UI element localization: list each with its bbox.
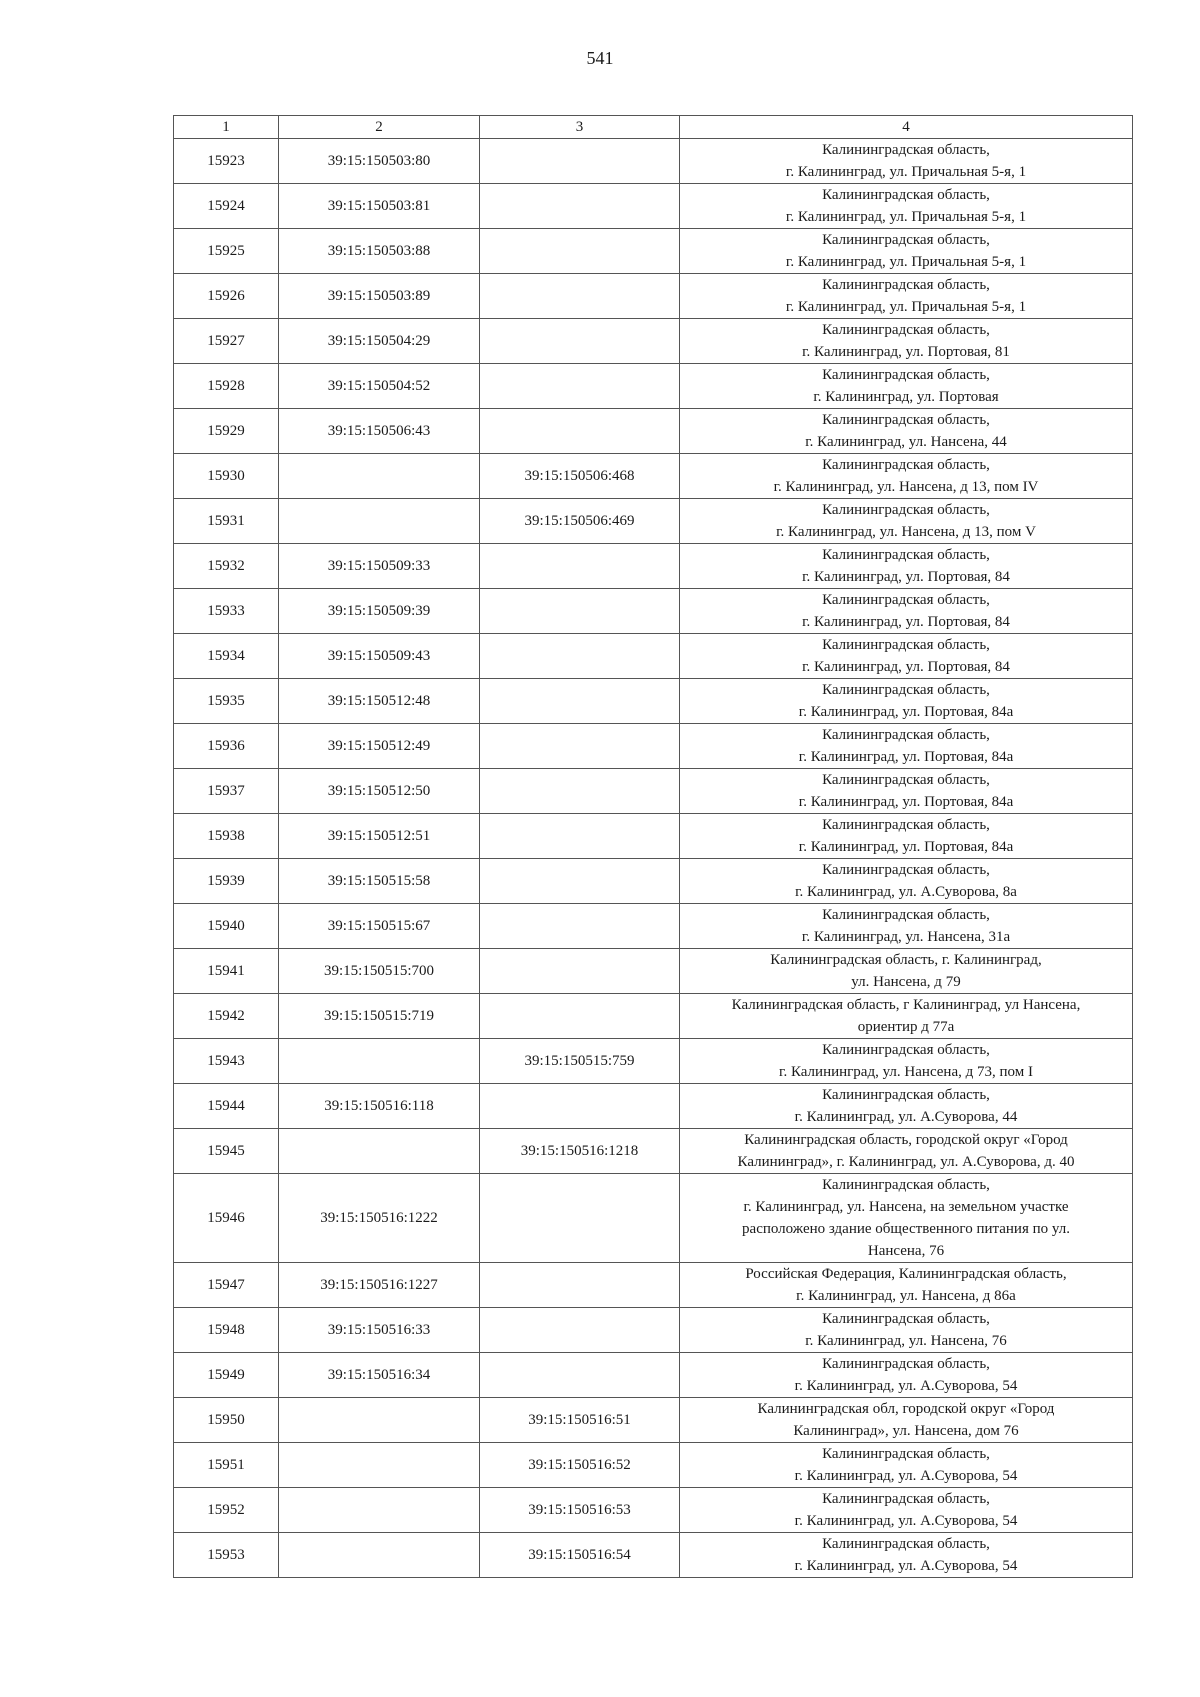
building-number-cell: 39:15:150515:759 <box>480 1039 680 1084</box>
building-number-cell <box>480 949 680 994</box>
table-row <box>174 1533 1133 1578</box>
cadastral-number-cell: 39:15:150503:88 <box>279 229 480 274</box>
row-number-cell: 15924 <box>174 184 279 229</box>
address-line: Калининградская область, <box>822 412 990 428</box>
table-row <box>174 949 1133 994</box>
address-line: Калининград», г. Калининград, ул. А.Суворова, д. 40 <box>737 1154 1075 1170</box>
building-number-cell: 39:15:150516:54 <box>480 1533 680 1578</box>
address-cell <box>680 499 1133 544</box>
row-number-cell: 15923 <box>174 139 279 184</box>
building-number-cell <box>480 814 680 859</box>
address-cell <box>680 724 1133 769</box>
cadastral-number-cell: 39:15:150503:81 <box>279 184 480 229</box>
address-line: г. Калининград, ул. Портовая, 84а <box>798 839 1014 855</box>
building-number-cell <box>480 1174 680 1263</box>
row-number-cell: 15942 <box>174 994 279 1039</box>
address-cell <box>680 1129 1133 1174</box>
address-line: Калининградская область, г. Калининград, <box>770 952 1042 968</box>
building-number-cell <box>480 679 680 724</box>
row-number-cell: 15933 <box>174 589 279 634</box>
address-line: г. Калининград, ул. Причальная 5-я, 1 <box>785 254 1027 270</box>
building-number-cell <box>480 994 680 1039</box>
address-line: г. Калининград, ул. А.Суворова, 8а <box>795 884 1017 900</box>
address-line: Калининградская область, <box>822 727 990 743</box>
row-number-cell: 15935 <box>174 679 279 724</box>
building-number-cell <box>480 184 680 229</box>
row-number-cell: 15929 <box>174 409 279 454</box>
address-line: Калининград», ул. Нансена, дом 76 <box>793 1423 1019 1439</box>
address-line: Калининградская область, <box>822 547 990 563</box>
cadastral-number-cell: 39:15:150504:29 <box>279 319 480 364</box>
address-cell <box>680 1443 1133 1488</box>
address-line: г. Калининград, ул. А.Суворова, 54 <box>794 1558 1018 1574</box>
address-line: Калининградская область, <box>822 457 990 473</box>
cadastral-number-cell: 39:15:150506:43 <box>279 409 480 454</box>
address-cell <box>680 1174 1133 1263</box>
row-number-cell: 15937 <box>174 769 279 814</box>
address-line: Калининградская область, <box>822 1311 990 1327</box>
table-row <box>174 1398 1133 1443</box>
table-row <box>174 1263 1133 1308</box>
address-cell <box>680 859 1133 904</box>
address-line: г. Калининград, ул. А.Суворова, 44 <box>794 1109 1018 1125</box>
cadastral-number-cell: 39:15:150516:118 <box>279 1084 480 1129</box>
row-number-cell: 15949 <box>174 1353 279 1398</box>
address-cell <box>680 1263 1133 1308</box>
address-line: Калининградская область, <box>822 1446 990 1462</box>
row-number-cell: 15931 <box>174 499 279 544</box>
address-cell <box>680 1308 1133 1353</box>
address-line: Калининградская область, г Калининград, ул Нансена, <box>731 997 1081 1013</box>
address-line: г. Калининград, ул. Портовая <box>813 389 999 405</box>
cadastral-number-cell: 39:15:150515:719 <box>279 994 480 1039</box>
address-cell <box>680 184 1133 229</box>
building-number-cell <box>480 229 680 274</box>
address-line: г. Калининград, ул. Нансена, 76 <box>805 1333 1007 1349</box>
address-cell <box>680 544 1133 589</box>
address-line: Нансена, 76 <box>867 1243 945 1259</box>
page-number: 541 <box>586 48 614 68</box>
building-number-cell <box>480 1263 680 1308</box>
address-line: Калининградская область, <box>822 502 990 518</box>
building-number-cell <box>480 1353 680 1398</box>
cadastral-number-cell: 39:15:150516:1227 <box>279 1263 480 1308</box>
address-cell <box>680 409 1133 454</box>
address-line: Калининградская область, <box>822 1087 990 1103</box>
address-line: г. Калининград, ул. Нансена, д 13, пом IV <box>773 479 1039 495</box>
address-line: Калининградская область, <box>822 277 990 293</box>
address-line: г. Калининград, ул. Нансена, д 13, пом V <box>776 524 1036 540</box>
address-line: Калининградская область, <box>822 907 990 923</box>
address-line: г. Калининград, ул. Нансена, д 73, пом I <box>779 1064 1033 1080</box>
address-cell <box>680 319 1133 364</box>
table-row <box>174 769 1133 814</box>
table-row <box>174 1084 1133 1129</box>
address-line: Калининградская область, <box>822 862 990 878</box>
column-header-3: 3 <box>480 116 680 139</box>
row-number-cell: 15938 <box>174 814 279 859</box>
address-cell <box>680 139 1133 184</box>
cadastral-number-cell <box>279 454 480 499</box>
cadastral-number-cell: 39:15:150515:67 <box>279 904 480 949</box>
address-line: Калининградская область, <box>822 1356 990 1372</box>
building-number-cell <box>480 409 680 454</box>
table-body <box>174 139 1133 1578</box>
table-row <box>174 1308 1133 1353</box>
address-cell <box>680 454 1133 499</box>
address-cell <box>680 634 1133 679</box>
address-line: г. Калининград, ул. Нансена, на земельном участке <box>743 1199 1069 1215</box>
address-cell <box>680 589 1133 634</box>
table-row <box>174 229 1133 274</box>
table-row <box>174 994 1133 1039</box>
table-row <box>174 274 1133 319</box>
cadastral-number-cell: 39:15:150516:34 <box>279 1353 480 1398</box>
table-row <box>174 1039 1133 1084</box>
table-row <box>174 724 1133 769</box>
address-line: Калининградская область, городской округ «Город <box>744 1132 1068 1148</box>
column-header-1: 1 <box>174 116 279 139</box>
address-line: Калининградская область, <box>822 1177 990 1193</box>
address-line: г. Калининград, ул. Причальная 5-я, 1 <box>785 299 1027 315</box>
row-number-cell: 15940 <box>174 904 279 949</box>
cadastral-number-cell: 39:15:150509:39 <box>279 589 480 634</box>
building-number-cell <box>480 859 680 904</box>
address-line: г. Калининград, ул. Нансена, 31а <box>801 929 1011 945</box>
address-cell <box>680 274 1133 319</box>
address-line: ориентир д 77а <box>857 1019 955 1035</box>
row-number-cell: 15928 <box>174 364 279 409</box>
column-header-4: 4 <box>680 116 1133 139</box>
address-line: Калининградская обл, городской округ «Город <box>757 1401 1055 1417</box>
cadastral-number-cell <box>279 1129 480 1174</box>
building-number-cell <box>480 589 680 634</box>
address-cell <box>680 994 1133 1039</box>
address-cell <box>680 949 1133 994</box>
table-row <box>174 319 1133 364</box>
address-line: расположено здание общественного питания по ул. <box>742 1221 1070 1237</box>
row-number-cell: 15925 <box>174 229 279 274</box>
registry-table <box>173 115 1133 1578</box>
address-line: Калининградская область, <box>822 817 990 833</box>
address-line: Калининградская область, <box>822 772 990 788</box>
table-row <box>174 1488 1133 1533</box>
cadastral-number-cell <box>279 1488 480 1533</box>
table-row <box>174 409 1133 454</box>
building-number-cell: 39:15:150516:53 <box>480 1488 680 1533</box>
cadastral-number-cell <box>279 499 480 544</box>
building-number-cell <box>480 1308 680 1353</box>
building-number-cell: 39:15:150516:52 <box>480 1443 680 1488</box>
table-row <box>174 1129 1133 1174</box>
table-row <box>174 454 1133 499</box>
building-number-cell: 39:15:150516:1218 <box>480 1129 680 1174</box>
cadastral-number-cell <box>279 1398 480 1443</box>
cadastral-number-cell: 39:15:150512:50 <box>279 769 480 814</box>
address-cell <box>680 1084 1133 1129</box>
address-cell <box>680 1533 1133 1578</box>
table-header-row <box>174 116 1133 139</box>
cadastral-number-cell: 39:15:150504:52 <box>279 364 480 409</box>
building-number-cell <box>480 139 680 184</box>
row-number-cell: 15950 <box>174 1398 279 1443</box>
building-number-cell <box>480 274 680 319</box>
building-number-cell <box>480 319 680 364</box>
row-number-cell: 15936 <box>174 724 279 769</box>
row-number-cell: 15944 <box>174 1084 279 1129</box>
table-row <box>174 544 1133 589</box>
cadastral-number-cell <box>279 1533 480 1578</box>
address-line: г. Калининград, ул. Нансена, д 86а <box>796 1288 1016 1304</box>
building-number-cell <box>480 544 680 589</box>
cadastral-number-cell <box>279 1443 480 1488</box>
address-line: Калининградская область, <box>822 142 990 158</box>
building-number-cell <box>480 634 680 679</box>
building-number-cell <box>480 769 680 814</box>
table-row <box>174 859 1133 904</box>
address-line: Калининградская область, <box>822 592 990 608</box>
address-cell <box>680 229 1133 274</box>
building-number-cell <box>480 904 680 949</box>
address-line: г. Калининград, ул. Причальная 5-я, 1 <box>785 209 1027 225</box>
address-line: г. Калининград, ул. А.Суворова, 54 <box>794 1513 1018 1529</box>
address-line: г. Калининград, ул. Портовая, 84а <box>798 749 1014 765</box>
building-number-cell: 39:15:150506:469 <box>480 499 680 544</box>
address-line: Калининградская область, <box>822 187 990 203</box>
building-number-cell <box>480 1084 680 1129</box>
cadastral-number-cell: 39:15:150503:80 <box>279 139 480 184</box>
cadastral-number-cell: 39:15:150512:51 <box>279 814 480 859</box>
table-row <box>174 1443 1133 1488</box>
address-cell <box>680 1398 1133 1443</box>
address-cell <box>680 1039 1133 1084</box>
address-cell <box>680 769 1133 814</box>
column-header-2: 2 <box>279 116 480 139</box>
cadastral-number-cell: 39:15:150515:58 <box>279 859 480 904</box>
row-number-cell: 15930 <box>174 454 279 499</box>
table-row <box>174 814 1133 859</box>
address-cell <box>680 904 1133 949</box>
address-cell <box>680 1353 1133 1398</box>
cadastral-number-cell: 39:15:150512:49 <box>279 724 480 769</box>
table-row <box>174 634 1133 679</box>
address-line: Калининградская область, <box>822 367 990 383</box>
row-number-cell: 15951 <box>174 1443 279 1488</box>
address-line: Российская Федерация, Калининградская область, <box>745 1266 1067 1282</box>
cadastral-number-cell: 39:15:150516:1222 <box>279 1174 480 1263</box>
address-cell <box>680 814 1133 859</box>
address-line: г. Калининград, ул. Портовая, 84а <box>798 704 1014 720</box>
building-number-cell <box>480 364 680 409</box>
row-number-cell: 15932 <box>174 544 279 589</box>
building-number-cell <box>480 724 680 769</box>
table-row <box>174 184 1133 229</box>
address-line: г. Калининград, ул. А.Суворова, 54 <box>794 1378 1018 1394</box>
row-number-cell: 15946 <box>174 1174 279 1263</box>
address-line: г. Калининград, ул. Нансена, 44 <box>805 434 1007 450</box>
address-line: Калининградская область, <box>822 322 990 338</box>
row-number-cell: 15934 <box>174 634 279 679</box>
address-line: Калининградская область, <box>822 637 990 653</box>
row-number-cell: 15948 <box>174 1308 279 1353</box>
address-line: Калининградская область, <box>822 682 990 698</box>
address-cell <box>680 364 1133 409</box>
building-number-cell: 39:15:150516:51 <box>480 1398 680 1443</box>
table-row <box>174 499 1133 544</box>
cadastral-number-cell: 39:15:150516:33 <box>279 1308 480 1353</box>
row-number-cell: 15939 <box>174 859 279 904</box>
cadastral-number-cell: 39:15:150509:33 <box>279 544 480 589</box>
row-number-cell: 15947 <box>174 1263 279 1308</box>
address-cell <box>680 679 1133 724</box>
address-line: Калининградская область, <box>822 1042 990 1058</box>
row-number-cell: 15953 <box>174 1533 279 1578</box>
address-line: г. Калининград, ул. А.Суворова, 54 <box>794 1468 1018 1484</box>
table-row <box>174 679 1133 724</box>
cadastral-number-cell: 39:15:150515:700 <box>279 949 480 994</box>
address-cell <box>680 1488 1133 1533</box>
cadastral-number-cell: 39:15:150512:48 <box>279 679 480 724</box>
address-line: ул. Нансена, д 79 <box>851 974 961 990</box>
table-row <box>174 139 1133 184</box>
address-line: г. Калининград, ул. Портовая, 81 <box>802 344 1010 360</box>
address-line: Калининградская область, <box>822 232 990 248</box>
table-row <box>174 904 1133 949</box>
row-number-cell: 15926 <box>174 274 279 319</box>
table-row <box>174 1353 1133 1398</box>
address-line: г. Калининград, ул. Портовая, 84 <box>802 569 1010 585</box>
table-row <box>174 589 1133 634</box>
cadastral-number-cell <box>279 1039 480 1084</box>
row-number-cell: 15945 <box>174 1129 279 1174</box>
row-number-cell: 15943 <box>174 1039 279 1084</box>
table-row <box>174 364 1133 409</box>
address-line: Калининградская область, <box>822 1536 990 1552</box>
row-number-cell: 15941 <box>174 949 279 994</box>
address-line: г. Калининград, ул. Портовая, 84 <box>802 614 1010 630</box>
address-line: г. Калининград, ул. Причальная 5-я, 1 <box>785 164 1027 180</box>
table-row <box>174 1174 1133 1263</box>
address-line: Калининградская область, <box>822 1491 990 1507</box>
address-line: г. Калининград, ул. Портовая, 84 <box>802 659 1010 675</box>
building-number-cell: 39:15:150506:468 <box>480 454 680 499</box>
address-line: г. Калининград, ул. Портовая, 84а <box>798 794 1014 810</box>
cadastral-number-cell: 39:15:150503:89 <box>279 274 480 319</box>
row-number-cell: 15952 <box>174 1488 279 1533</box>
cadastral-number-cell: 39:15:150509:43 <box>279 634 480 679</box>
row-number-cell: 15927 <box>174 319 279 364</box>
